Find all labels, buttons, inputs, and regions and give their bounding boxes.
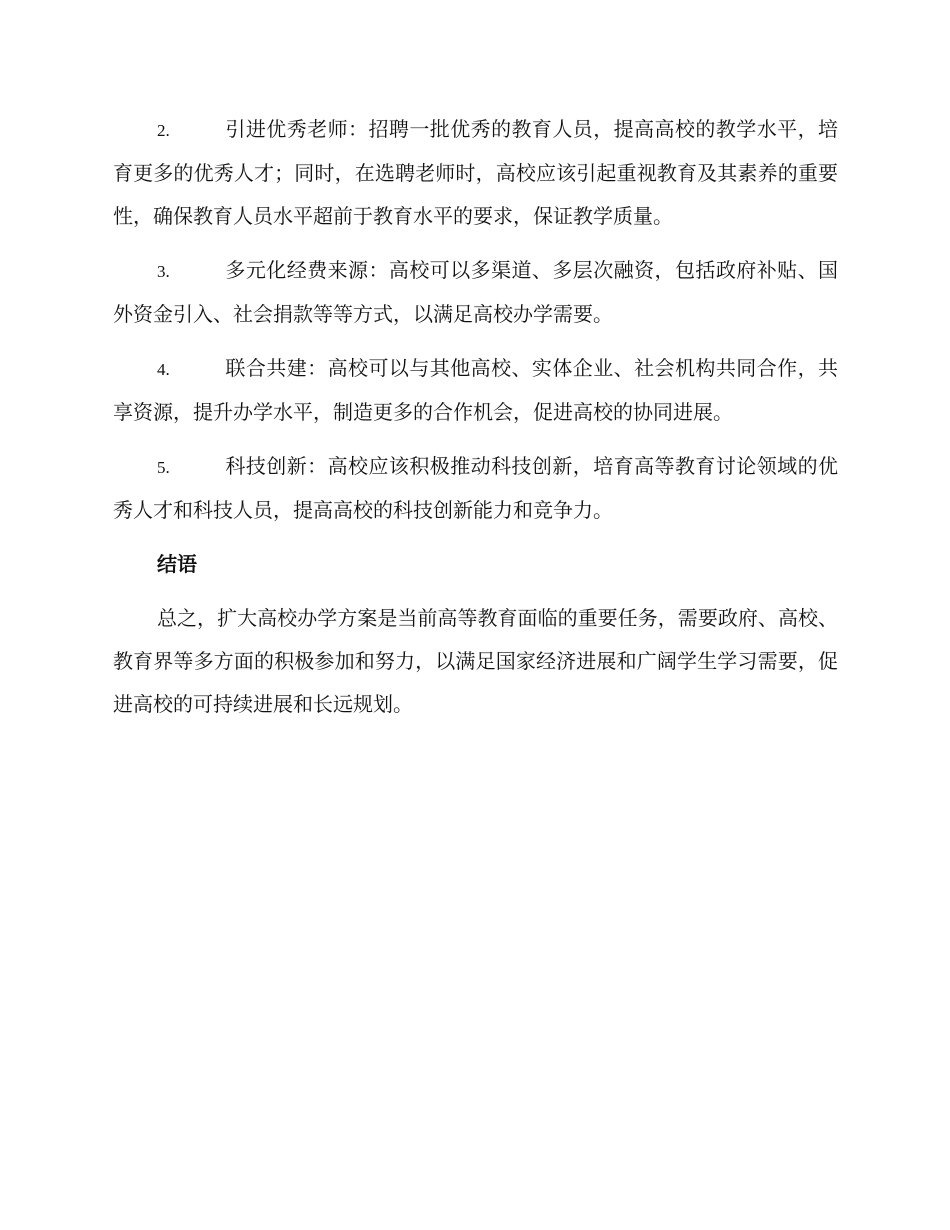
list-item-text: 引进优秀老师：招聘一批优秀的教育人员，提高高校的教学水平，培育更多的优秀人才；同时，在选聘老师时，高校应该引起重视教育及其素养的重要性，确保教育人员水平超前于教育水平的要求，保证教学质量。 bbox=[113, 117, 838, 228]
document-body bbox=[113, 108, 838, 726]
list-item-number: 3. bbox=[157, 262, 170, 281]
list-item-text: 多元化经费来源：高校可以多渠道、多层次融资，包括政府补贴、国外资金引入、社会捐款等等方式，以满足高校办学需要。 bbox=[113, 258, 838, 326]
list-item-number: 4. bbox=[157, 360, 170, 379]
list-item-4 bbox=[113, 347, 838, 434]
conclusion-paragraph: 总之，扩大高校办学方案是当前高等教育面临的重要任务，需要政府、高校、教育界等多方面的积极参加和努力，以满足国家经济进展和广阔学生学习需要，促进高校的可持续进展和长远规划。 bbox=[113, 606, 838, 716]
conclusion-heading: 结语 bbox=[157, 552, 197, 576]
list-item-5 bbox=[113, 445, 838, 532]
list-item-text: 科技创新：高校应该积极推动科技创新，培育高等教育讨论领域的优秀人才和科技人员，提高高校的科技创新能力和竞争力。 bbox=[113, 454, 838, 522]
list-item-text: 联合共建：高校可以与其他高校、实体企业、社会机构共同合作，共享资源，提升办学水平，制造更多的合作机会，促进高校的协同进展。 bbox=[113, 356, 838, 424]
list-item-3 bbox=[113, 249, 838, 336]
list-item-number: 2. bbox=[157, 121, 170, 140]
list-item-2 bbox=[113, 108, 838, 238]
list-item-number: 5. bbox=[157, 458, 170, 477]
